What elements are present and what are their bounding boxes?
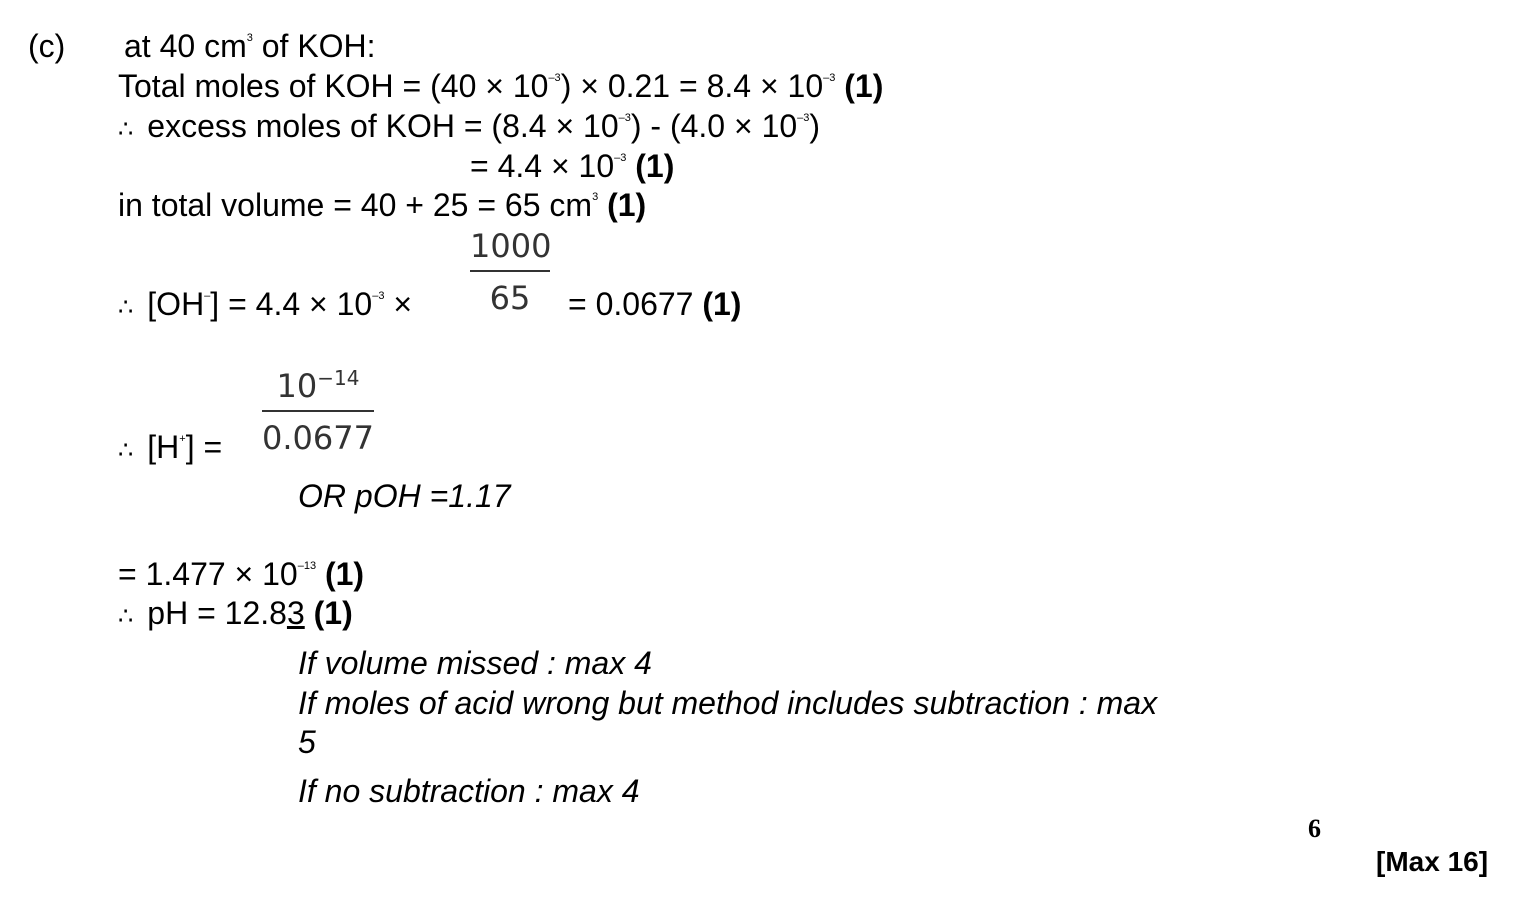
- fraction-bar: [262, 410, 374, 412]
- part-label: (c): [28, 28, 66, 64]
- note-text: If volume missed : max 4: [298, 645, 652, 681]
- superscript: –3: [548, 72, 561, 85]
- line-text: in total volume = 40 + 25 = 65 cm: [118, 187, 593, 223]
- line-text: ×: [384, 286, 413, 322]
- numerator-exponent: −14: [317, 366, 360, 390]
- fraction-kw: [262, 366, 374, 457]
- note-moles-wrong-cont: [298, 726, 316, 758]
- fraction-denominator: 65: [489, 279, 531, 317]
- line-text: ] =: [185, 429, 223, 465]
- line-hydrogen-result: [118, 558, 364, 590]
- note-moles-wrong: [298, 687, 1157, 719]
- alternative-note: OR pOH =1.17: [298, 478, 511, 514]
- line-text: at 40 cm: [124, 28, 247, 64]
- superscript: –: [204, 290, 211, 303]
- line-text: = 1.477 × 10: [118, 556, 298, 592]
- line-text: [OH: [147, 286, 205, 322]
- line-text: pH = 12.8: [147, 595, 287, 631]
- line-hydroxide-result: [568, 288, 741, 320]
- mark-badge: (1): [844, 68, 884, 104]
- superscript: 3: [592, 191, 599, 204]
- therefore-symbol: ∴: [118, 437, 134, 464]
- line-text: = 4.4 × 10: [470, 148, 615, 184]
- line-text: excess moles of KOH = (8.4 × 10: [147, 108, 619, 144]
- line-text: ) - (4.0 × 10: [630, 108, 798, 144]
- superscript: –3: [618, 112, 631, 125]
- line-total-moles: [118, 70, 883, 102]
- line-hydrogen-conc: [118, 431, 222, 463]
- underlined-digit: 3: [286, 595, 305, 631]
- line-text: ): [809, 108, 821, 144]
- therefore-symbol: ∴: [118, 294, 134, 321]
- fraction-denominator: 0.0677: [262, 419, 374, 457]
- superscript: +: [179, 433, 186, 446]
- line-text: ) × 0.21 = 8.4 × 10: [560, 68, 824, 104]
- line-hydroxide-conc: [118, 288, 412, 320]
- mark-badge: (1): [635, 148, 675, 184]
- therefore-symbol: ∴: [118, 603, 134, 630]
- note-volume-missed: [298, 647, 652, 679]
- max-total: [Max 16]: [1376, 846, 1489, 877]
- fraction-bar: [470, 270, 550, 272]
- note-text: 5: [298, 724, 316, 760]
- fraction-numerator: [262, 366, 374, 405]
- mark-badge: (1): [702, 286, 742, 322]
- line-text: [H: [147, 429, 180, 465]
- superscript: 3: [246, 32, 253, 45]
- superscript: –13: [297, 560, 317, 573]
- line-excess-result: [470, 150, 674, 182]
- therefore-symbol: ∴: [118, 116, 134, 143]
- line-excess-moles: [118, 110, 820, 142]
- section-score: 6: [1308, 814, 1321, 843]
- line-text: of KOH:: [252, 28, 376, 64]
- superscript: –3: [614, 152, 627, 165]
- note-no-subtraction: [298, 775, 640, 807]
- numerator-base: 10: [276, 367, 318, 405]
- line-text: Total moles of KOH = (40 × 10: [118, 68, 549, 104]
- mark-badge: (1): [313, 595, 353, 631]
- mark-badge: (1): [324, 556, 365, 592]
- fraction-volume: [470, 227, 552, 317]
- line-ph-result: [118, 597, 353, 629]
- note-text: If moles of acid wrong but method includes subtraction : max: [298, 685, 1158, 721]
- line-text: ] = 4.4 × 10: [210, 286, 373, 322]
- superscript: –3: [372, 290, 385, 303]
- line-alt-poh: [298, 480, 511, 512]
- note-text: If no subtraction : max 4: [298, 773, 640, 809]
- mark-badge: (1): [607, 187, 647, 223]
- line-text: = 0.0677: [568, 286, 694, 322]
- line-volume-heading: [124, 30, 376, 62]
- superscript: –3: [797, 112, 810, 125]
- fraction-numerator: 1000: [470, 227, 552, 265]
- superscript: –3: [823, 72, 836, 85]
- line-total-volume: [118, 189, 646, 221]
